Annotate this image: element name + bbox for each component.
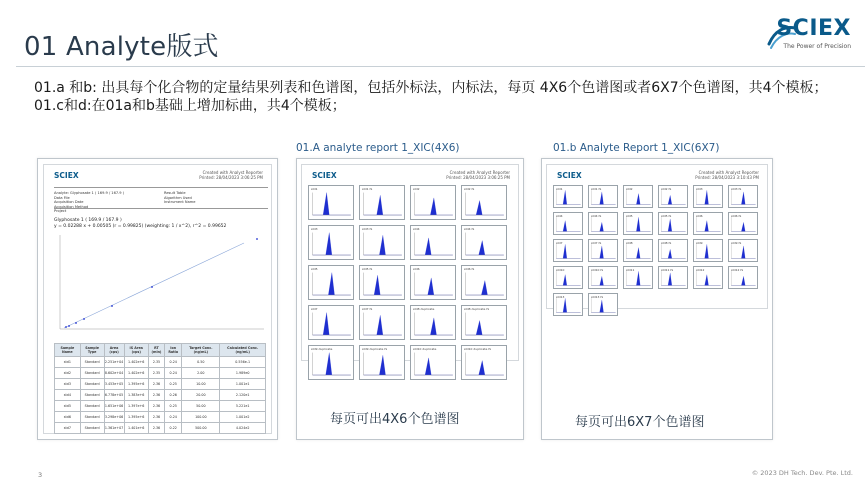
chromatogram-peak-icon: [554, 213, 582, 234]
calibration-curve-plot: [54, 231, 266, 335]
chromatogram-cell: [553, 293, 583, 316]
table-cell: 1.001e2: [220, 412, 266, 423]
chromatogram-peak-icon: [411, 186, 455, 219]
chromatogram-cell: [461, 345, 507, 380]
chromatogram-peak-icon: [309, 346, 353, 379]
xic-4x6-panel: [296, 158, 524, 440]
chromatogram-peak-icon: [589, 213, 617, 234]
chromatogram-label: std10: [556, 268, 565, 272]
table-cell: 1.401e+6: [124, 423, 148, 434]
table-cell: Standard: [80, 412, 104, 423]
table-cell: Standard: [80, 423, 104, 434]
table-cell: 2.36: [148, 401, 164, 412]
chromatogram-peak-icon: [624, 267, 652, 288]
table-cell: 1.361e+07: [104, 423, 124, 434]
chromatogram-label: std1: [556, 187, 563, 191]
chromatogram-peak-icon: [729, 213, 757, 234]
chromatogram-cell: [461, 225, 507, 260]
report-logo: SCIEX: [557, 171, 582, 180]
table-cell: Standard: [80, 368, 104, 379]
chromatogram-cell: [553, 239, 583, 262]
chromatogram-label: std6: [696, 214, 703, 218]
chromatogram-cell: [410, 225, 456, 260]
chromatogram-peak-icon: [309, 266, 353, 299]
chromatogram-peak-icon: [462, 306, 506, 339]
table-header-cell: Calculated Conc. (ng/mL): [220, 344, 266, 357]
table-cell: 500.00: [182, 423, 220, 434]
chromatogram-label: std2 IS: [661, 187, 672, 191]
table-header-cell: Sample Name: [55, 344, 81, 357]
report-header-table: [54, 187, 268, 213]
chromatogram-label: std7 IS: [591, 241, 602, 245]
chromatogram-cell: [461, 185, 507, 220]
body-text: [34, 79, 844, 115]
chromatogram-label: std13 IS: [591, 295, 604, 299]
table-header-cell: Sample Type: [80, 344, 104, 357]
header-divider: [16, 66, 865, 67]
chromatogram-label: std3 IS: [731, 187, 742, 191]
table-row: [55, 379, 266, 390]
table-cell: 100.00: [182, 412, 220, 423]
table-cell: 0.24: [165, 368, 182, 379]
table-cell: 3.453e+05: [104, 379, 124, 390]
chromatogram-label: std2: [626, 187, 633, 191]
table-cell: 2.251e+04: [104, 357, 124, 368]
chromatogram-cell: [588, 266, 618, 289]
table-cell: 10.00: [182, 379, 220, 390]
chromatogram-cell: [410, 305, 456, 340]
xic-6x7-panel: [541, 158, 773, 440]
chromatogram-label: std2: [413, 187, 420, 191]
chromatogram-label: std6 IS: [731, 214, 742, 218]
table-cell: 1.989e0: [220, 368, 266, 379]
table-cell: 1.651e+06: [104, 401, 124, 412]
chromatogram-peak-icon: [554, 240, 582, 261]
logo-tagline: The Power of Precision: [783, 43, 851, 50]
chromatogram-label: std1 IS: [362, 187, 373, 191]
table-cell: 2.36: [148, 412, 164, 423]
chromatogram-peak-icon: [309, 226, 353, 259]
table-cell: 2.36: [148, 390, 164, 401]
table-cell: Standard: [80, 390, 104, 401]
table-cell: 6.778e+05: [104, 390, 124, 401]
chromatogram-label: std5 IS: [362, 267, 373, 271]
chromatogram-peak-icon: [360, 226, 404, 259]
chromatogram-peak-icon: [360, 266, 404, 299]
chromatogram-peak-icon: [624, 240, 652, 261]
report-created-text: Created with Analyst Reporter Printed: 28/04/2023 3:10:43 PM: [695, 170, 759, 180]
chromatogram-label: std4 IS: [464, 227, 475, 231]
report-logo: SCIEX: [312, 171, 337, 180]
chromatogram-cell: [308, 265, 354, 300]
table-cell: 0.25: [165, 379, 182, 390]
chromatogram-peak-icon: [554, 294, 582, 315]
table-cell: 1.402e+6: [124, 368, 148, 379]
chromatogram-cell: [553, 266, 583, 289]
chromatogram-peak-icon: [729, 240, 757, 261]
table-cell: 0.25: [165, 401, 182, 412]
chromatogram-grid-4x6: [308, 185, 507, 380]
chromatogram-peak-icon: [462, 186, 506, 219]
chromatogram-cell: [728, 239, 758, 262]
table-header-cell: RT (min): [148, 344, 164, 357]
table-cell: 1.383e+6: [124, 390, 148, 401]
chromatogram-peak-icon: [659, 267, 687, 288]
chromatogram-cell: [359, 265, 405, 300]
chromatogram-cell: [658, 185, 688, 208]
chromatogram-label: std8 IS: [661, 241, 672, 245]
chromatogram-peak-icon: [694, 213, 722, 234]
calibration-title: Glyphosate 1 ( 169.9 / 167.9 ): [54, 218, 122, 223]
chromatogram-cell: [658, 212, 688, 235]
chromatogram-peak-icon: [624, 186, 652, 207]
chromatogram-cell: [308, 345, 354, 380]
table-cell: 50.00: [182, 401, 220, 412]
xic-4x6-report-page: [301, 164, 519, 361]
table-row: [55, 412, 266, 423]
chromatogram-label: std10 duplicate IS: [464, 347, 492, 351]
chromatogram-cell: [693, 212, 723, 235]
table-header-cell: IS Area (cps): [124, 344, 148, 357]
chromatogram-cell: [588, 212, 618, 235]
chromatogram-label: std1 IS: [591, 187, 602, 191]
table-cell: 5.221e1: [220, 401, 266, 412]
panel-b-summary: 每页可出6X7个色谱图: [575, 415, 705, 430]
quant-results-table: [54, 343, 266, 434]
chromatogram-cell: [658, 266, 688, 289]
table-row: [55, 423, 266, 434]
chromatogram-peak-icon: [589, 267, 617, 288]
table-cell: std7: [55, 423, 81, 434]
chromatogram-cell: [359, 185, 405, 220]
xic-6x7-report-page: [546, 164, 768, 309]
chromatogram-peak-icon: [462, 226, 506, 259]
chromatogram-label: std1: [311, 187, 318, 191]
table-cell: Standard: [80, 401, 104, 412]
chromatogram-cell: [623, 239, 653, 262]
chromatogram-peak-icon: [360, 306, 404, 339]
chromatogram-cell: [410, 185, 456, 220]
chromatogram-cell: [658, 239, 688, 262]
chromatogram-cell: [553, 212, 583, 235]
chromatogram-label: std11: [626, 268, 635, 272]
table-cell: 20.00: [182, 390, 220, 401]
table-cell: 0.22: [165, 423, 182, 434]
table-header-cell: Area (cps): [104, 344, 124, 357]
table-cell: 0.26: [165, 390, 182, 401]
chromatogram-cell: [410, 345, 456, 380]
chromatogram-cell: [588, 185, 618, 208]
table-header-cell: Target Conc. (ng/mL): [182, 344, 220, 357]
chromatogram-label: std9 duplicate: [311, 347, 333, 351]
chromatogram-cell: [553, 185, 583, 208]
report-created-text: Created with Analyst Reporter Printed: 28/04/2023 3:06:25 PM: [199, 170, 263, 180]
table-header-row: [55, 344, 266, 357]
table-cell: 1.397e+6: [124, 401, 148, 412]
chromatogram-peak-icon: [360, 186, 404, 219]
chromatogram-cell: [308, 225, 354, 260]
table-cell: std1: [55, 357, 81, 368]
report-created-text: Created with Analyst Reporter Printed: 28/04/2023 3:06:25 PM: [446, 170, 510, 180]
chromatogram-label: std8: [626, 241, 633, 245]
calibration-equation: y = 0.02288 x + 0.00505 (r = 0.99825) (weighting: 1 / x^2), r^2 = 0.99652: [54, 224, 227, 229]
chromatogram-cell: [728, 212, 758, 235]
chromatogram-label: std13: [556, 295, 565, 299]
chromatogram-label: std4: [556, 214, 563, 218]
chromatogram-cell: [728, 266, 758, 289]
chromatogram-peak-icon: [589, 240, 617, 261]
table-cell: 1.395e+6: [124, 412, 148, 423]
chromatogram-label: std5: [311, 267, 318, 271]
chromatogram-cell: [623, 185, 653, 208]
chromatogram-cell: [588, 239, 618, 262]
chromatogram-cell: [308, 305, 354, 340]
report-header-left: Analyte: Glyphosate 1 ( 169.9 / 167.9 ) Data File Acquisition Date Acquisition Method Project: [54, 191, 125, 213]
table-cell: std5: [55, 401, 81, 412]
chromatogram-peak-icon: [624, 213, 652, 234]
chromatogram-cell: [359, 305, 405, 340]
table-cell: 1.402e+6: [124, 357, 148, 368]
chromatogram-peak-icon: [659, 240, 687, 261]
chromatogram-label: std4 IS: [591, 214, 602, 218]
chromatogram-peak-icon: [309, 186, 353, 219]
calibration-report-page: [43, 164, 272, 434]
chromatogram-cell: [588, 293, 618, 316]
chromatogram-peak-icon: [411, 226, 455, 259]
panel-a-summary: 每页可出4X6个色谱图: [330, 412, 460, 427]
chromatogram-peak-icon: [589, 186, 617, 207]
table-cell: 4.024e2: [220, 423, 266, 434]
chromatogram-cell: [461, 305, 507, 340]
table-cell: 2.35: [148, 357, 164, 368]
chromatogram-label: std3: [696, 187, 703, 191]
chromatogram-label: std5 IS: [661, 214, 672, 218]
chromatogram-cell: [308, 185, 354, 220]
table-cell: 2.00: [182, 368, 220, 379]
table-cell: 1.395e+6: [124, 379, 148, 390]
chromatogram-cell: [461, 265, 507, 300]
chromatogram-label: std10 duplicate: [413, 347, 437, 351]
chromatogram-peak-icon: [589, 294, 617, 315]
table-row: [55, 390, 266, 401]
chromatogram-label: std3 IS: [362, 227, 373, 231]
chromatogram-peak-icon: [554, 267, 582, 288]
chromatogram-peak-icon: [694, 186, 722, 207]
table-cell: std2: [55, 368, 81, 379]
table-cell: std3: [55, 379, 81, 390]
chromatogram-label: std9: [696, 241, 703, 245]
table-cell: 0.50: [182, 357, 220, 368]
chromatogram-cell: [623, 266, 653, 289]
table-cell: 0.24: [165, 412, 182, 423]
table-cell: 3.298e+06: [104, 412, 124, 423]
caption-panel-a: 01.A analyte report 1_XIC(4X6): [296, 142, 460, 154]
table-cell: Standard: [80, 357, 104, 368]
chromatogram-grid-6x7: [553, 185, 758, 316]
chromatogram-peak-icon: [659, 213, 687, 234]
table-cell: 2.36: [148, 423, 164, 434]
chromatogram-cell: [693, 266, 723, 289]
chromatogram-peak-icon: [729, 186, 757, 207]
chromatogram-peak-icon: [659, 186, 687, 207]
calibration-report-panel: [37, 158, 278, 440]
chromatogram-cell: [359, 345, 405, 380]
chromatogram-label: std12 IS: [731, 268, 744, 272]
table-cell: 1.001e1: [220, 379, 266, 390]
chromatogram-cell: [359, 225, 405, 260]
chromatogram-cell: [693, 239, 723, 262]
chromatogram-peak-icon: [554, 186, 582, 207]
quant-table-body: [55, 357, 266, 434]
chromatogram-label: std4: [413, 227, 420, 231]
table-cell: std6: [55, 412, 81, 423]
chromatogram-peak-icon: [694, 267, 722, 288]
chromatogram-cell: [623, 212, 653, 235]
chromatogram-label: std12: [696, 268, 705, 272]
caption-panel-b: 01.b Analyte Report 1_XIC(6X7): [553, 142, 720, 154]
sciex-logo: [767, 14, 853, 58]
table-row: [55, 368, 266, 379]
table-cell: 8.602e+04: [104, 368, 124, 379]
table-cell: Standard: [80, 379, 104, 390]
table-header-cell: Ion Ratio: [165, 344, 182, 357]
chromatogram-peak-icon: [694, 240, 722, 261]
chromatogram-label: std3: [311, 227, 318, 231]
chromatogram-peak-icon: [411, 306, 455, 339]
slide-title: 01 Analyte版式: [24, 32, 219, 62]
chromatogram-label: std10 IS: [591, 268, 604, 272]
chromatogram-cell: [410, 265, 456, 300]
body-line: 01.a 和b: 出具每个化合物的定量结果列表和色谱图，包括外标法，内标法，每页 4X6个色谱图或者6X7个色谱图，共4个模板；: [34, 80, 828, 96]
table-cell: 2.35: [148, 368, 164, 379]
chromatogram-peak-icon: [462, 266, 506, 299]
copyright-text: © 2023 DH Tech. Dev. Pte. Ltd.: [751, 469, 853, 477]
table-row: [55, 401, 266, 412]
chromatogram-label: std7: [311, 307, 318, 311]
chromatogram-label: std5: [626, 214, 633, 218]
table-cell: 2.36: [148, 379, 164, 390]
chromatogram-cell: [693, 185, 723, 208]
chromatogram-label: std8 duplicate: [413, 307, 435, 311]
chromatogram-peak-icon: [729, 267, 757, 288]
table-cell: std4: [55, 390, 81, 401]
chromatogram-peak-icon: [411, 266, 455, 299]
chromatogram-label: std11 IS: [661, 268, 674, 272]
page-number: 3: [38, 471, 43, 479]
chromatogram-label: std9 duplicate IS: [362, 347, 388, 351]
chromatogram-label: std6: [413, 267, 420, 271]
table-row: [55, 357, 266, 368]
table-cell: 0.24: [165, 357, 182, 368]
chromatogram-label: std2 IS: [464, 187, 475, 191]
table-cell: 0.556e-1: [220, 357, 266, 368]
chromatogram-cell: [728, 185, 758, 208]
chromatogram-peak-icon: [309, 306, 353, 339]
chromatogram-label: std7 IS: [362, 307, 373, 311]
chromatogram-peak-icon: [411, 346, 455, 379]
chromatogram-label: std8 duplicate IS: [464, 307, 490, 311]
chromatogram-peak-icon: [360, 346, 404, 379]
report-logo: SCIEX: [54, 171, 79, 180]
chromatogram-label: std9 IS: [731, 241, 742, 245]
body-line: 01.c和d:在01a和b基础上增加标曲，共4个模板；: [34, 98, 346, 114]
logo-wordmark: SCIEX: [776, 16, 851, 41]
report-header-right: Result Table Algorithm Used Instrument Name: [164, 191, 196, 204]
chromatogram-label: std7: [556, 241, 563, 245]
table-cell: 2.120e1: [220, 390, 266, 401]
chromatogram-label: std6 IS: [464, 267, 475, 271]
chromatogram-peak-icon: [462, 346, 506, 379]
